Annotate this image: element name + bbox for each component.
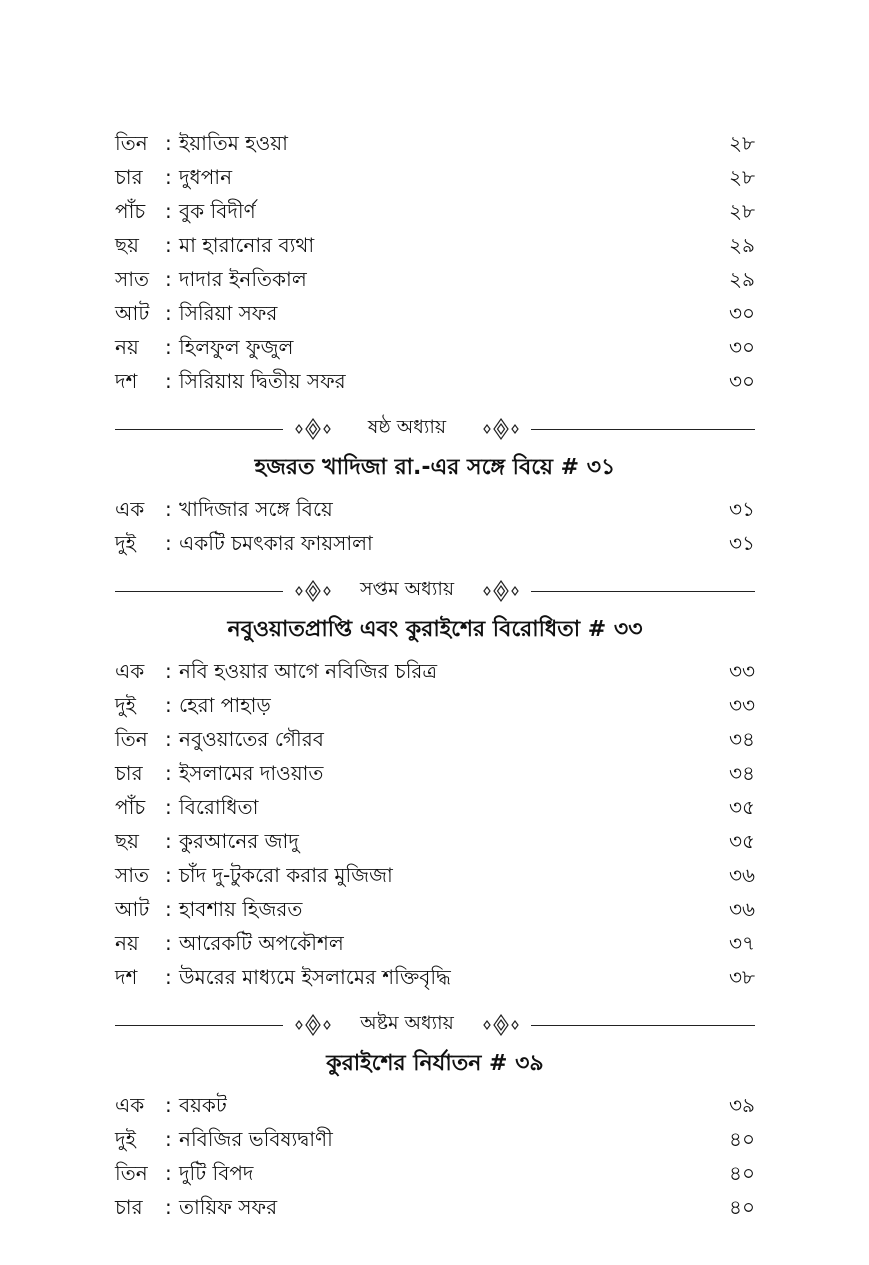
entry-title: নবুওয়াতের গৌরব [179,727,324,751]
entry-title: ইসলামের দাওয়াত [179,761,324,785]
diamond-ornament-icon [471,1013,531,1037]
chapter-divider [115,574,755,608]
toc-entry [115,228,755,262]
entry-page-number: ৩৪ [729,761,755,785]
toc-entry [115,824,755,858]
entry-page-number: ২৮ [729,165,755,189]
entry-colon: : [165,727,172,751]
divider-line-left [115,591,283,592]
entry-ordinal: আট [115,897,150,921]
toc-entry [115,756,755,790]
entry-ordinal: তিন [115,727,148,751]
entry-page-number: ৩৪ [729,727,755,751]
entry-ordinal: পাঁচ [115,199,146,223]
entry-ordinal: চার [115,761,143,785]
toc-entry [115,1122,755,1156]
chapter-label: ষষ্ঠ অধ্যায় [367,416,447,438]
entry-colon: : [165,369,172,393]
entry-colon: : [165,829,172,853]
entry-colon: : [165,761,172,785]
entry-ordinal: চার [115,1195,143,1219]
entry-title: দাদার ইনতিকাল [179,267,307,291]
entry-colon: : [165,863,172,887]
entry-title: আরেকটি অপকৌশল [179,931,344,955]
toc-entry [115,688,755,722]
toc-entry [115,722,755,756]
entry-colon: : [165,659,172,683]
toc-entry [115,526,755,560]
entry-title: তায়িফ সফর [179,1195,278,1219]
table-of-contents [115,126,755,1224]
diamond-ornament-icon [283,417,343,441]
entry-title: নবিজির ভবিষ্যদ্বাণী [179,1127,333,1151]
chapter-heading: হজরত খাদিজা রা.-এর সঙ্গে বিয়ে # ৩১ [254,455,616,480]
entry-page-number: ৩০ [728,369,755,393]
toc-entry [115,926,755,960]
entry-ordinal: দুই [115,531,136,555]
entry-title: হিলফুল ফুজুল [179,335,294,359]
entry-title: সিরিয়া সফর [179,301,278,325]
chapter-label: অষ্টম অধ্যায় [360,1012,454,1034]
entry-colon: : [165,1127,172,1151]
entry-ordinal: সাত [115,267,150,291]
entry-ordinal: ছয় [115,233,139,257]
toc-entry [115,960,755,994]
toc-entry [115,858,755,892]
entry-colon: : [165,931,172,955]
entry-title: বিরোধিতা [179,795,259,819]
entry-page-number: ৩০ [728,301,755,325]
toc-group [115,1008,755,1224]
entry-page-number: ৩৫ [729,795,755,819]
entry-page-number: ৩৫ [729,829,755,853]
entry-colon: : [165,1195,172,1219]
toc-group [115,574,755,994]
entry-page-number: ৩৯ [729,1093,755,1117]
entry-page-number: ৩৬ [728,863,755,887]
chapter-divider [115,412,755,446]
entry-colon: : [165,965,172,989]
entry-ordinal: দশ [115,369,138,393]
entry-page-number: ২৯ [729,267,755,291]
entry-colon: : [165,897,172,921]
entry-ordinal: এক [115,659,145,683]
entry-page-number: ৩৩ [728,693,755,717]
toc-entry [115,654,755,688]
toc-entry [115,126,755,160]
entry-colon: : [165,1093,172,1117]
entry-page-number: ২৮ [729,199,755,223]
entry-colon: : [165,335,172,359]
chapter-label: সপ্তম অধ্যায় [359,578,455,600]
toc-entry [115,492,755,526]
entry-title: দুধপান [179,165,233,189]
entry-title: খাদিজার সঙ্গে বিয়ে [179,497,333,521]
entry-page-number: ৩৭ [728,931,755,955]
toc-entry [115,1088,755,1122]
entry-ordinal: দুই [115,1127,136,1151]
entry-page-number: ৩৮ [729,965,755,989]
divider-line-left [115,429,283,430]
entry-page-number: ৩১ [729,531,755,555]
entry-ordinal: দুই [115,693,136,717]
entry-title: একটি চমৎকার ফায়সালা [179,531,373,555]
entry-colon: : [165,199,172,223]
chapter-heading: কুরাইশের নির্যাতন # ৩৯ [326,1051,544,1076]
entry-colon: : [165,301,172,325]
divider-line-right [531,591,755,592]
entry-page-number: ৩১ [729,497,755,521]
entry-page-number: ৩৩ [728,659,755,683]
entry-ordinal: সাত [115,863,150,887]
entry-ordinal: এক [115,1093,145,1117]
entry-ordinal: তিন [115,1161,148,1185]
diamond-ornament-icon [283,579,343,603]
toc-entry [115,160,755,194]
entry-title: বয়কট [179,1093,227,1117]
entry-colon: : [165,1161,172,1185]
entry-title: উমরের মাধ্যমে ইসলামের শক্তিবৃদ্ধি [179,965,451,989]
entry-page-number: ৩৬ [728,897,755,921]
entry-ordinal: এক [115,497,145,521]
entry-colon: : [165,131,172,155]
entry-page-number: ৪০ [729,1127,755,1151]
entry-title: নবি হওয়ার আগে নবিজির চরিত্র [179,659,438,683]
entry-ordinal: নয় [115,931,139,955]
toc-entry [115,262,755,296]
toc-entry [115,194,755,228]
toc-entry [115,1190,755,1224]
divider-line-left [115,1025,283,1026]
entry-colon: : [165,531,172,555]
entry-title: বুক বিদীর্ণ [179,199,256,223]
entry-colon: : [165,233,172,257]
entry-ordinal: তিন [115,131,148,155]
entry-title: কুরআনের জাদু [179,829,299,853]
divider-line-right [531,429,755,430]
entry-title: চাঁদ দু-টুকরো করার মুজিজা [179,863,393,887]
entry-ordinal: পাঁচ [115,795,146,819]
entry-colon: : [165,795,172,819]
toc-group [115,412,755,560]
entry-title: ইয়াতিম হওয়া [179,131,288,155]
diamond-ornament-icon [283,1013,343,1037]
toc-entry [115,364,755,398]
diamond-ornament-icon [471,417,531,441]
entry-ordinal: চার [115,165,143,189]
chapter-divider [115,1008,755,1042]
entry-title: মা হারানোর ব্যথা [179,233,315,257]
entry-page-number: ৪০ [729,1161,755,1185]
entry-colon: : [165,165,172,189]
entry-ordinal: আট [115,301,150,325]
toc-group [115,126,755,398]
toc-entry [115,296,755,330]
entry-page-number: ৩০ [728,335,755,359]
chapter-heading: নবুওয়াতপ্রাপ্তি এবং কুরাইশের বিরোধিতা # ৩৩ [227,617,643,642]
entry-title: হাবশায় হিজরত [179,897,303,921]
toc-entry [115,892,755,926]
entry-page-number: ৪০ [729,1195,755,1219]
entry-ordinal: দশ [115,965,138,989]
toc-entry [115,1156,755,1190]
divider-line-right [531,1025,755,1026]
entry-page-number: ২৯ [729,233,755,257]
entry-ordinal: নয় [115,335,139,359]
diamond-ornament-icon [471,579,531,603]
entry-title: সিরিয়ায় দ্বিতীয় সফর [179,369,346,393]
entry-title: হেরা পাহাড় [179,693,271,717]
toc-entry [115,330,755,364]
entry-colon: : [165,497,172,521]
entry-page-number: ২৮ [729,131,755,155]
entry-colon: : [165,693,172,717]
toc-entry [115,790,755,824]
entry-title: দুটি বিপদ [179,1161,254,1185]
entry-colon: : [165,267,172,291]
entry-ordinal: ছয় [115,829,139,853]
